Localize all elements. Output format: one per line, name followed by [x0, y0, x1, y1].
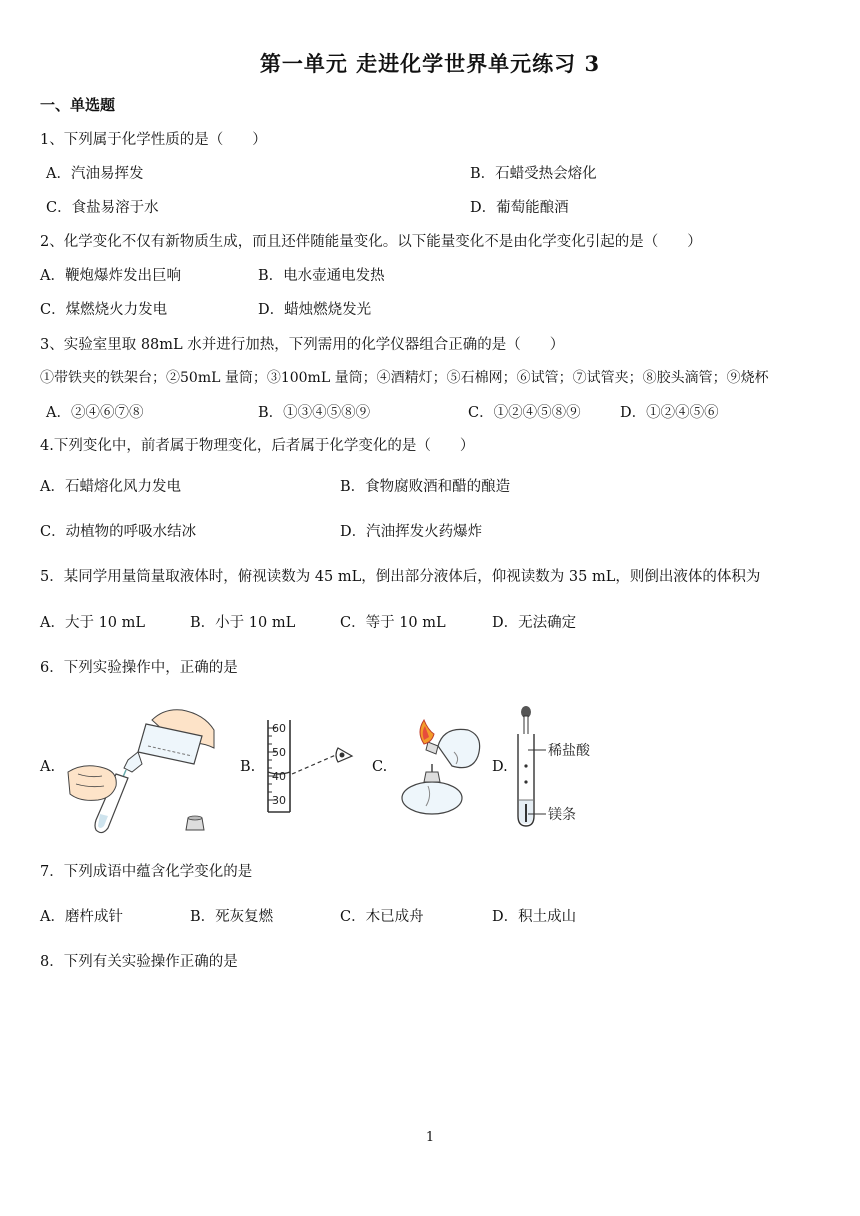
q1-option-b: B．石蜡受热会熔化 [470, 166, 597, 182]
section-heading: 一、单选题 [40, 96, 116, 114]
q7-option-a: A．磨杵成针 [40, 909, 123, 925]
lighting-alcohol-lamp-illustration [394, 716, 486, 820]
pouring-liquid-illustration [64, 702, 224, 837]
q6-option-c-label: C. [372, 759, 388, 775]
q7-option-c: C．木已成舟 [340, 909, 424, 925]
dropper-test-tube-illustration [510, 704, 620, 830]
q1-option-c: C．食盐易溶于水 [46, 200, 159, 216]
question-3-stem: 3、实验室里取 88mL 水并进行加热，下列需用的化学仪器组合正确的是（ ） [40, 337, 565, 353]
q6-option-a-label: A. [40, 759, 56, 775]
q5-option-b: B．小于 10 mL [190, 615, 296, 631]
q4-option-d: D．汽油挥发火药爆炸 [340, 524, 483, 540]
cylinder-tick-30: 30 [272, 794, 286, 807]
q4-option-c: C．动植物的呼吸水结冰 [40, 524, 197, 540]
page-number: 1 [425, 1130, 435, 1145]
q3-option-b: B．①③④⑤⑧⑨ [258, 405, 371, 421]
q3-option-d: D．①②④⑤⑥ [620, 405, 719, 421]
question-3-instruments: ①带铁夹的铁架台；②50mL 量筒；③100mL 量筒；④酒精灯；⑤石棉网；⑥试管；⑦试管夹；⑧胶头滴管；⑨烧杯 [40, 370, 769, 386]
q2-option-b: B．电水壶通电发热 [258, 268, 385, 284]
q6-option-b-label: B. [240, 759, 256, 775]
question-4-stem: 4.下列变化中，前者属于物理变化，后者属于化学变化的是（ ） [40, 438, 475, 454]
magnesium-strip-label: 镁条 [548, 807, 576, 823]
question-1-stem: 1、下列属于化学性质的是（ ） [40, 132, 267, 148]
cylinder-tick-40: 40 [272, 770, 286, 783]
cylinder-tick-50: 50 [272, 746, 286, 759]
q4-option-b: B．食物腐败酒和醋的酿造 [340, 479, 511, 495]
page-title: 第一单元 走进化学世界单元练习 3 [259, 51, 601, 76]
question-2-stem: 2、化学变化不仅有新物质生成，而且还伴随能量变化。以下能量变化不是由化学变化引起的是（ ） [40, 234, 702, 250]
q6-option-d-label: D. [492, 759, 508, 775]
q3-option-c: C．①②④⑤⑧⑨ [468, 405, 581, 421]
q4-option-a: A．石蜡熔化风力发电 [40, 479, 181, 495]
question-8-stem: 8．下列有关实验操作正确的是 [40, 954, 238, 970]
q3-option-a: A．②④⑥⑦⑧ [46, 405, 144, 421]
q1-option-a: A．汽油易挥发 [46, 166, 144, 182]
q2-option-d: D．蜡烛燃烧发光 [258, 302, 372, 318]
q5-option-c: C．等于 10 mL [340, 615, 446, 631]
q2-option-a: A．鞭炮爆炸发出巨响 [40, 268, 181, 284]
question-5-stem: 5．某同学用量筒量取液体时，俯视读数为 45 mL，倒出部分液体后，仰视读数为 35 mL，则倒出液体的体积为 [40, 569, 761, 585]
q5-option-a: A．大于 10 mL [40, 615, 146, 631]
cylinder-tick-60: 60 [272, 722, 286, 735]
q1-option-d: D．葡萄能酿酒 [470, 200, 569, 216]
q2-option-c: C．煤燃烧火力发电 [40, 302, 168, 318]
dilute-hcl-label: 稀盐酸 [548, 743, 590, 759]
q7-option-b: B．死灰复燃 [190, 909, 274, 925]
graduated-cylinder-reading-illustration [262, 716, 358, 814]
q5-option-d: D．无法确定 [492, 615, 577, 631]
question-6-stem: 6．下列实验操作中，正确的是 [40, 660, 238, 676]
question-7-stem: 7．下列成语中蕴含化学变化的是 [40, 864, 253, 880]
q7-option-d: D．积土成山 [492, 909, 577, 925]
